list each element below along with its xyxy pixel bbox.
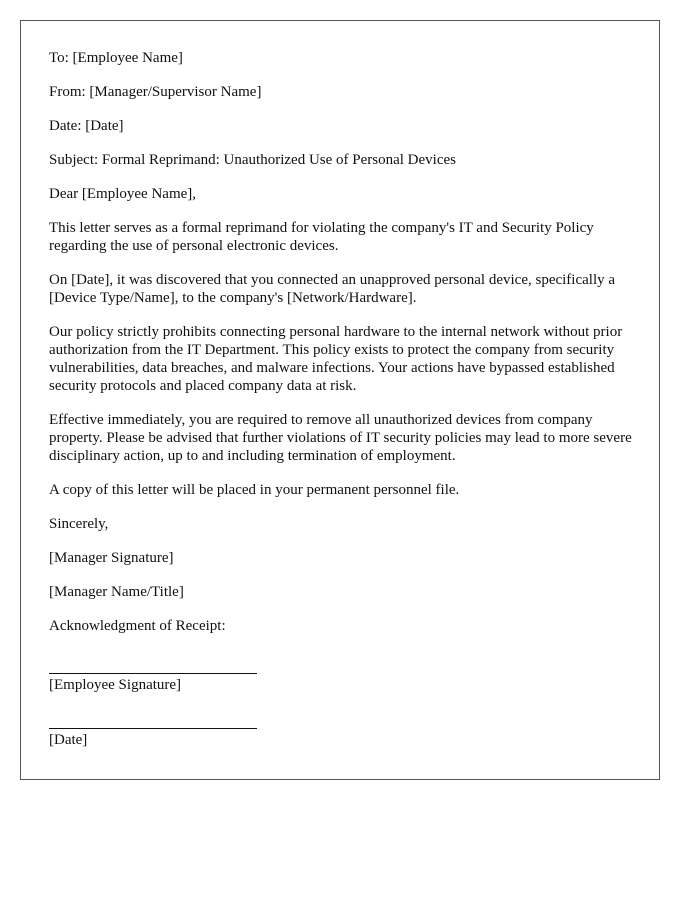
employee-signature-block <box>49 673 639 694</box>
from-line: From: [Manager/Supervisor Name] <box>49 84 262 100</box>
greeting: Dear [Employee Name], <box>49 186 197 202</box>
date-signature-line <box>49 728 257 729</box>
date-signature-label: [Date] <box>49 732 88 748</box>
body-paragraph-5: A copy of this letter will be placed in your permanent personnel file. <box>49 482 460 498</box>
body-paragraph-2: On [Date], it was discovered that you connected an unapproved personal device, specifically a [Device Type/Name], to the company's [Network/Hardware]. <box>49 272 616 306</box>
body-paragraph-4: Effective immediately, you are required to remove all unauthorized devices from company property. Please be advised that further violations of IT security policies may lead to more severe disciplinary action, up to and including termination of employment. <box>49 412 632 464</box>
date-line: Date: [Date] <box>49 118 124 134</box>
body-paragraph-3: Our policy strictly prohibits connecting personal hardware to the internal network without prior authorization from the IT Department. This policy exists to protect the company from security vulnerabilities, data breaches, and malware infections. Your actions have bypassed established security protocols and placed company data at risk. <box>49 324 623 394</box>
acknowledgment-heading: Acknowledgment of Receipt: <box>49 618 226 634</box>
subject-line: Subject: Formal Reprimand: Unauthorized Use of Personal Devices <box>49 152 456 168</box>
date-signature-block <box>49 728 639 749</box>
employee-signature-label: [Employee Signature] <box>49 677 182 693</box>
employee-signature-line <box>49 673 257 674</box>
closing: Sincerely, <box>49 516 109 532</box>
manager-name-title: [Manager Name/Title] <box>49 584 184 600</box>
body-paragraph-1: This letter serves as a formal reprimand for violating the company's IT and Security Policy regarding the use of personal electronic devices. <box>49 220 594 254</box>
manager-signature: [Manager Signature] <box>49 550 174 566</box>
letter-content <box>49 49 639 749</box>
to-line: To: [Employee Name] <box>49 50 183 66</box>
letter-page <box>20 20 660 780</box>
